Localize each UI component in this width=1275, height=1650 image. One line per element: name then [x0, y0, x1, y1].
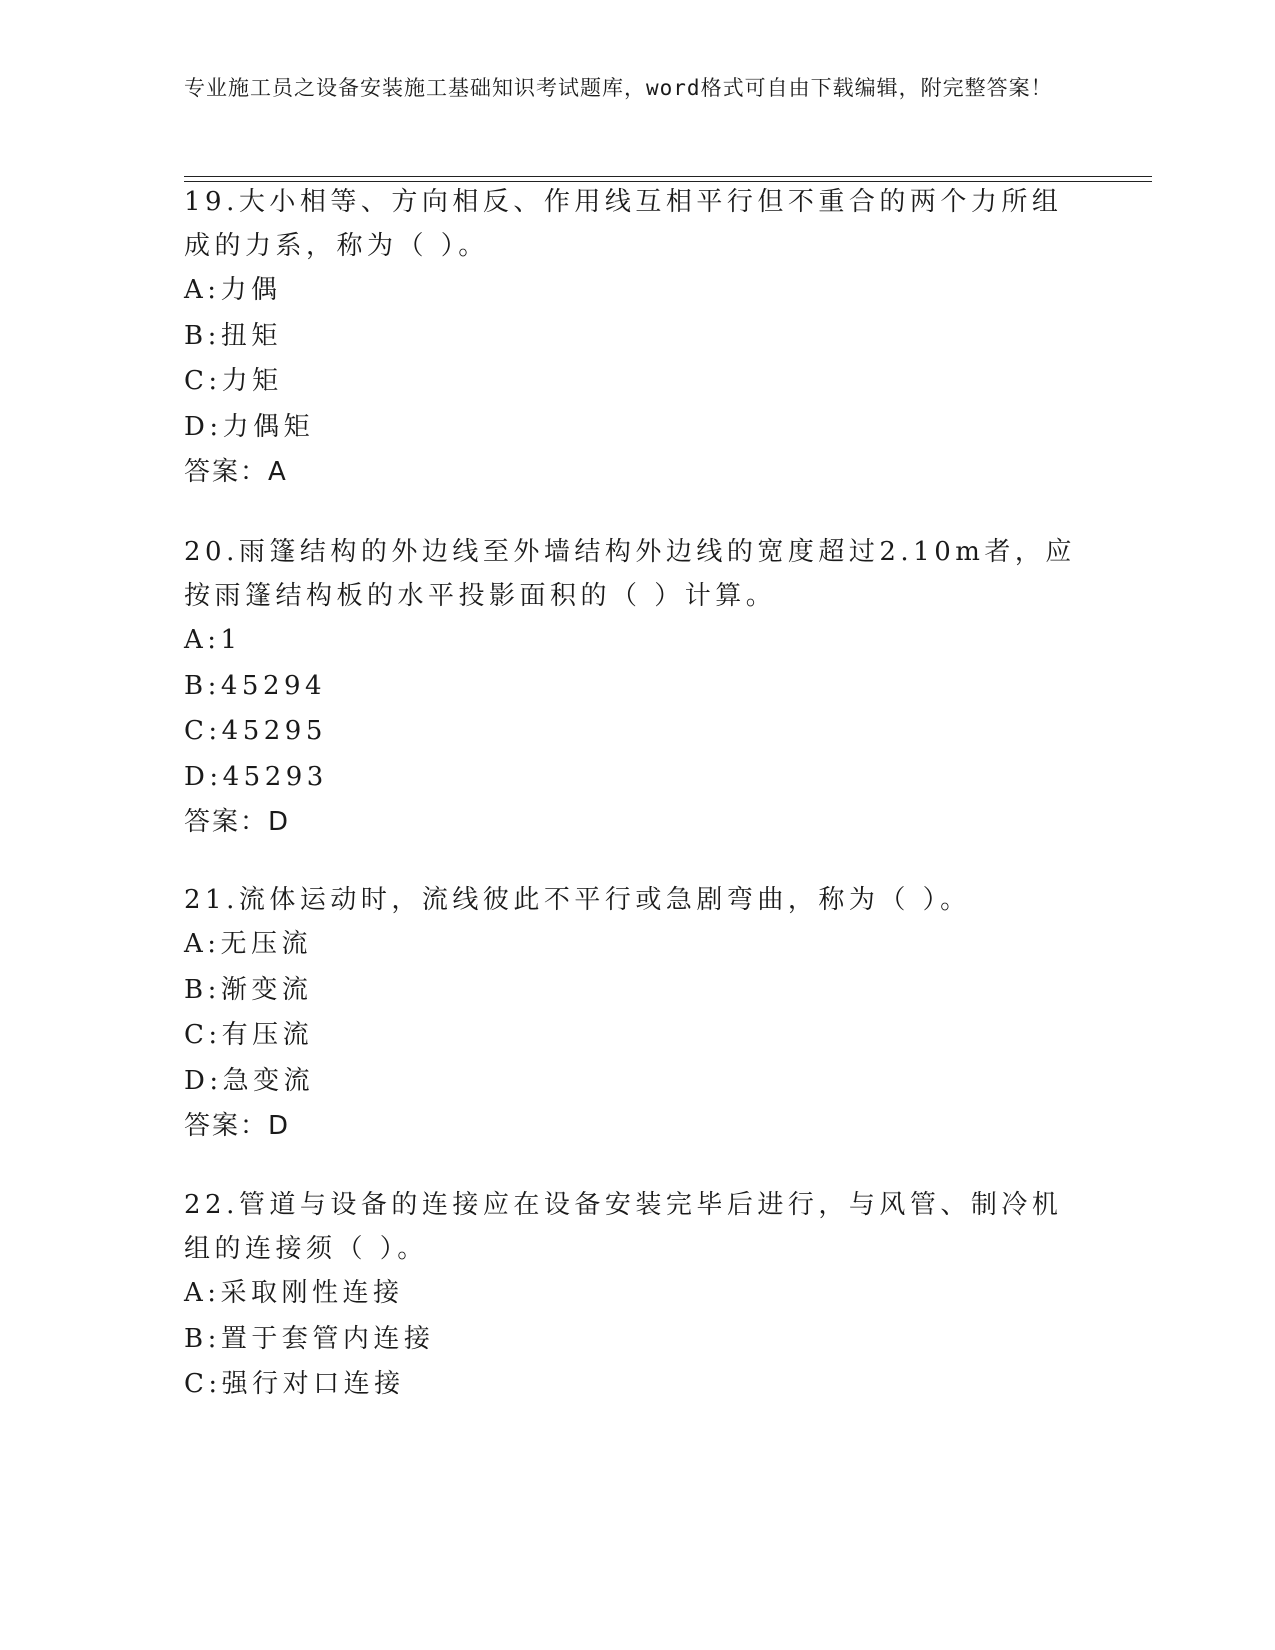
option-letter: D:: [184, 411, 223, 442]
option-c: [184, 1362, 1084, 1408]
option-letter: C:: [184, 1369, 222, 1399]
option-letter: A:: [184, 1278, 221, 1308]
option-letter: B:: [184, 320, 221, 351]
option-letter: D:: [184, 761, 223, 792]
document-header: 专业施工员之设备安装施工基础知识考试题库，word格式可自由下载编辑，附完整答案！: [184, 76, 1053, 100]
option-text: 1: [220, 625, 242, 655]
option-text: 采取刚性连接: [220, 1278, 404, 1308]
option-text: 渐变流: [220, 974, 313, 1005]
option-b: [184, 314, 1084, 360]
option-text: 力偶矩: [222, 411, 315, 442]
header-divider-top: [184, 176, 1152, 177]
option-d: [184, 1059, 1084, 1105]
option-c: [184, 359, 1084, 405]
option-letter: C:: [184, 716, 222, 746]
option-text: 45295: [221, 716, 327, 746]
option-letter: A:: [184, 929, 221, 959]
option-letter: A:: [184, 625, 221, 655]
answer: 答案：A: [184, 457, 288, 487]
option-letter: A:: [184, 275, 221, 305]
option-d: [184, 405, 1084, 451]
option-a: [184, 1271, 1084, 1317]
option-letter: D:: [184, 1065, 223, 1096]
option-text: 扭矩: [220, 320, 282, 351]
option-text: 45293: [222, 761, 328, 792]
option-c: [184, 1013, 1084, 1059]
option-letter: B:: [184, 974, 221, 1005]
option-text: 强行对口连接: [221, 1369, 405, 1399]
question-22: [184, 1183, 1084, 1408]
option-a: [184, 618, 1084, 664]
option-text: 力偶: [220, 275, 282, 305]
answer: 答案：D: [184, 1111, 291, 1141]
option-a: [184, 922, 1084, 968]
option-text: 急变流: [222, 1065, 315, 1096]
option-text: 置于套管内连接: [220, 1323, 435, 1354]
option-a: [184, 268, 1084, 314]
option-letter: B:: [184, 1323, 221, 1354]
option-letter: B:: [184, 670, 221, 701]
option-letter: C:: [184, 366, 222, 396]
option-c: [184, 709, 1084, 755]
option-letter: C:: [184, 1020, 222, 1050]
option-d: [184, 755, 1084, 801]
question-stem: 22.管道与设备的连接应在设备安装完毕后进行，与风管、制冷机组的连接须（ ）。: [184, 1190, 1063, 1264]
option-b: [184, 664, 1084, 710]
answer: 答案：D: [184, 807, 291, 837]
question-20: [184, 530, 1084, 844]
question-stem: 20.雨篷结构的外边线至外墙结构外边线的宽度超过2.10m者，应按雨篷结构板的水平投影面积的（ ）计算。: [184, 537, 1076, 611]
question-19: [184, 180, 1084, 494]
question-stem: 19.大小相等、方向相反、作用线互相平行但不重合的两个力所组成的力系，称为（ ）。: [184, 187, 1063, 261]
option-text: 无压流: [220, 929, 313, 959]
question-21: [184, 878, 1084, 1148]
question-stem: 21.流体运动时，流线彼此不平行或急剧弯曲，称为（ ）。: [184, 885, 971, 915]
option-b: [184, 1317, 1084, 1363]
option-text: 力矩: [221, 366, 283, 396]
option-text: 有压流: [221, 1020, 314, 1050]
option-b: [184, 968, 1084, 1014]
option-text: 45294: [220, 670, 327, 701]
